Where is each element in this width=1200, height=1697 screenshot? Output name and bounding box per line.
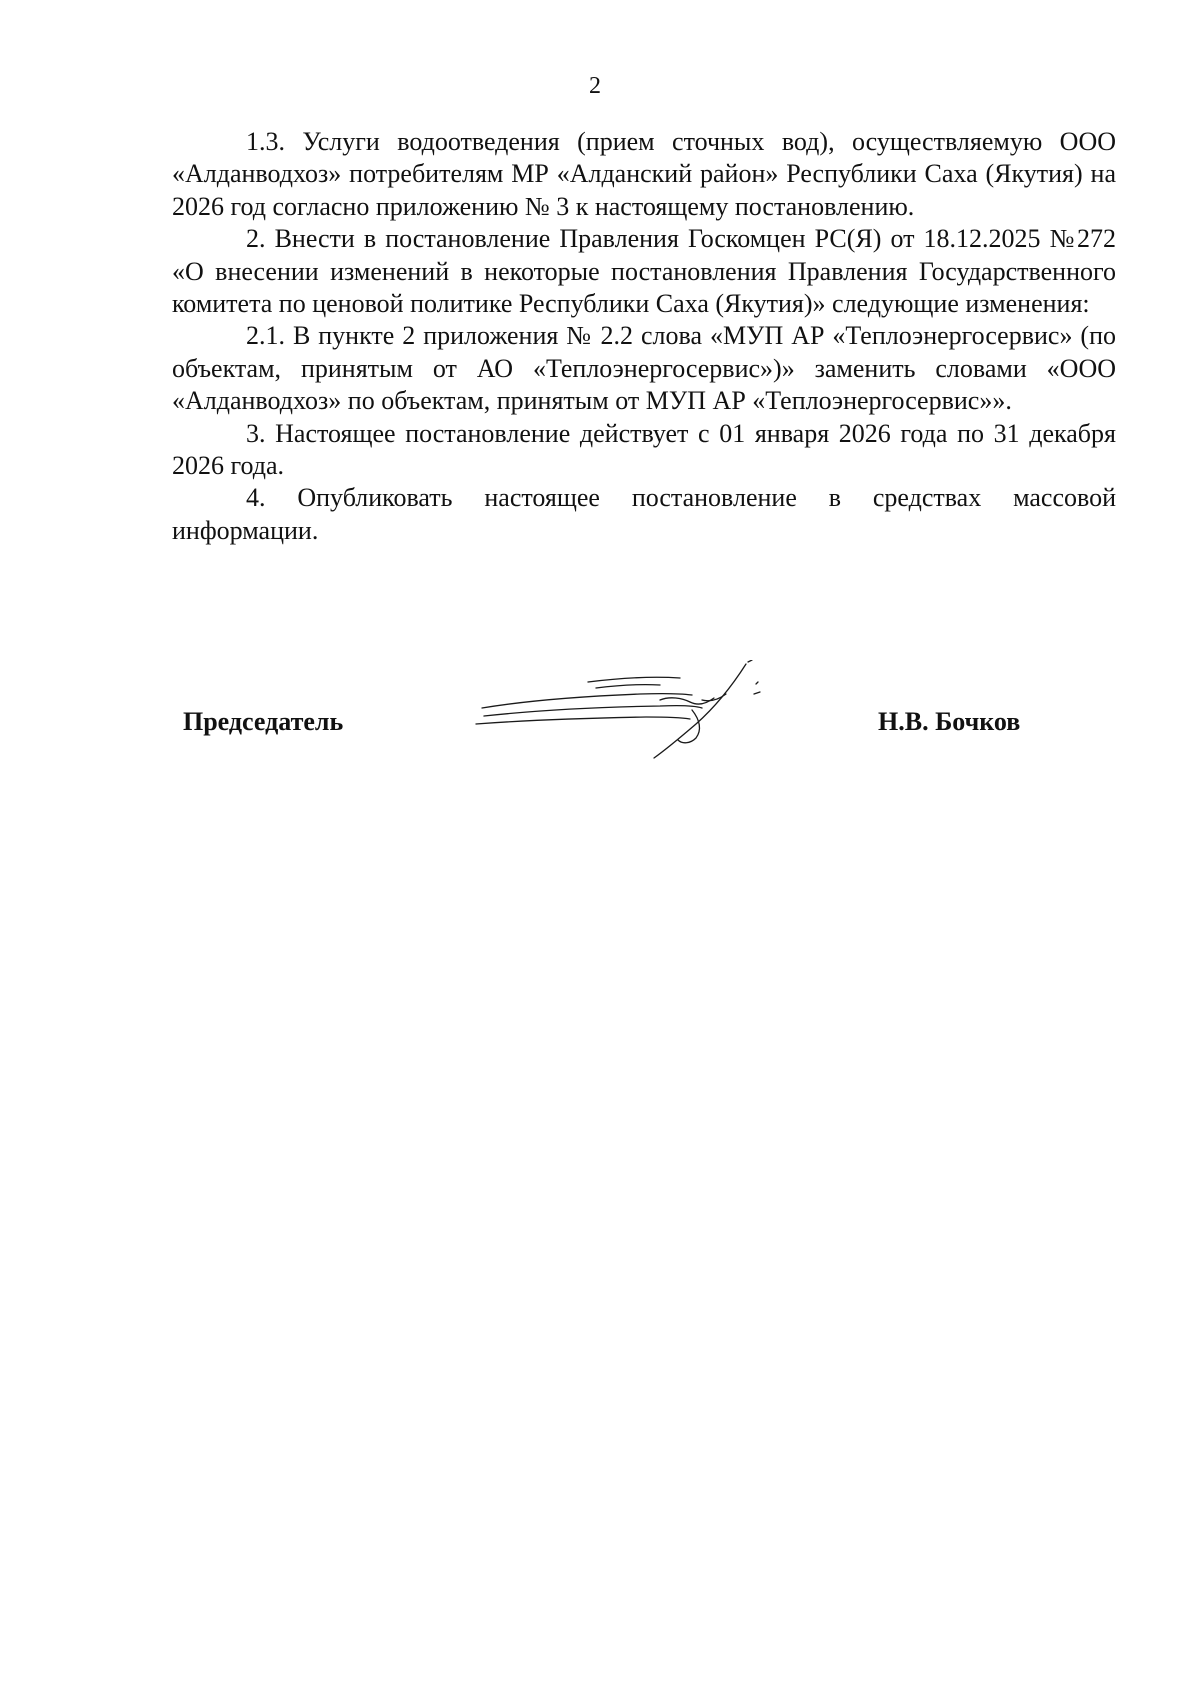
paragraph-2-1: 2.1. В пункте 2 приложения № 2.2 слова «МУП АР «Теплоэнергосервис» (по объектам, принятым от АО «Теплоэнергосервис»)» заменить словами «ООО «Алданводхоз» по объектам, принятым от МУП АР «Теплоэнергосервис»». xyxy=(172,321,1116,416)
paragraph-3: 3. Настоящее постановление действует с 01 января 2026 года по 31 декабря 2026 года. xyxy=(172,418,1116,481)
paragraph-2: 2. Внести в постановление Правления Госкомцен РС(Я) от 18.12.2025 №272 «О внесении изменений в некоторые постановления Правления Государственного комитета по ценовой политике Республики Саха (Якутия)» следующие изменения: xyxy=(172,224,1116,319)
handwritten-signature xyxy=(470,660,790,760)
paragraph-4: 4. Опубликовать настоящее постановление в средствах массовой информации. xyxy=(172,483,1116,545)
document-body xyxy=(172,126,1116,547)
paragraph-1-3: 1.3. Услуги водоотведения (прием сточных вод), осуществляемую ООО «Алданводхоз» потребителям МР «Алданский район» Республики Саха (Якутия) на 2026 год согласно приложению № 3 к настоящему постановлению. xyxy=(172,127,1116,221)
signatory-title: Председатель xyxy=(183,707,344,736)
page-number: 2 xyxy=(589,73,601,99)
signatory-name: Н.В. Бочков xyxy=(878,707,1021,736)
